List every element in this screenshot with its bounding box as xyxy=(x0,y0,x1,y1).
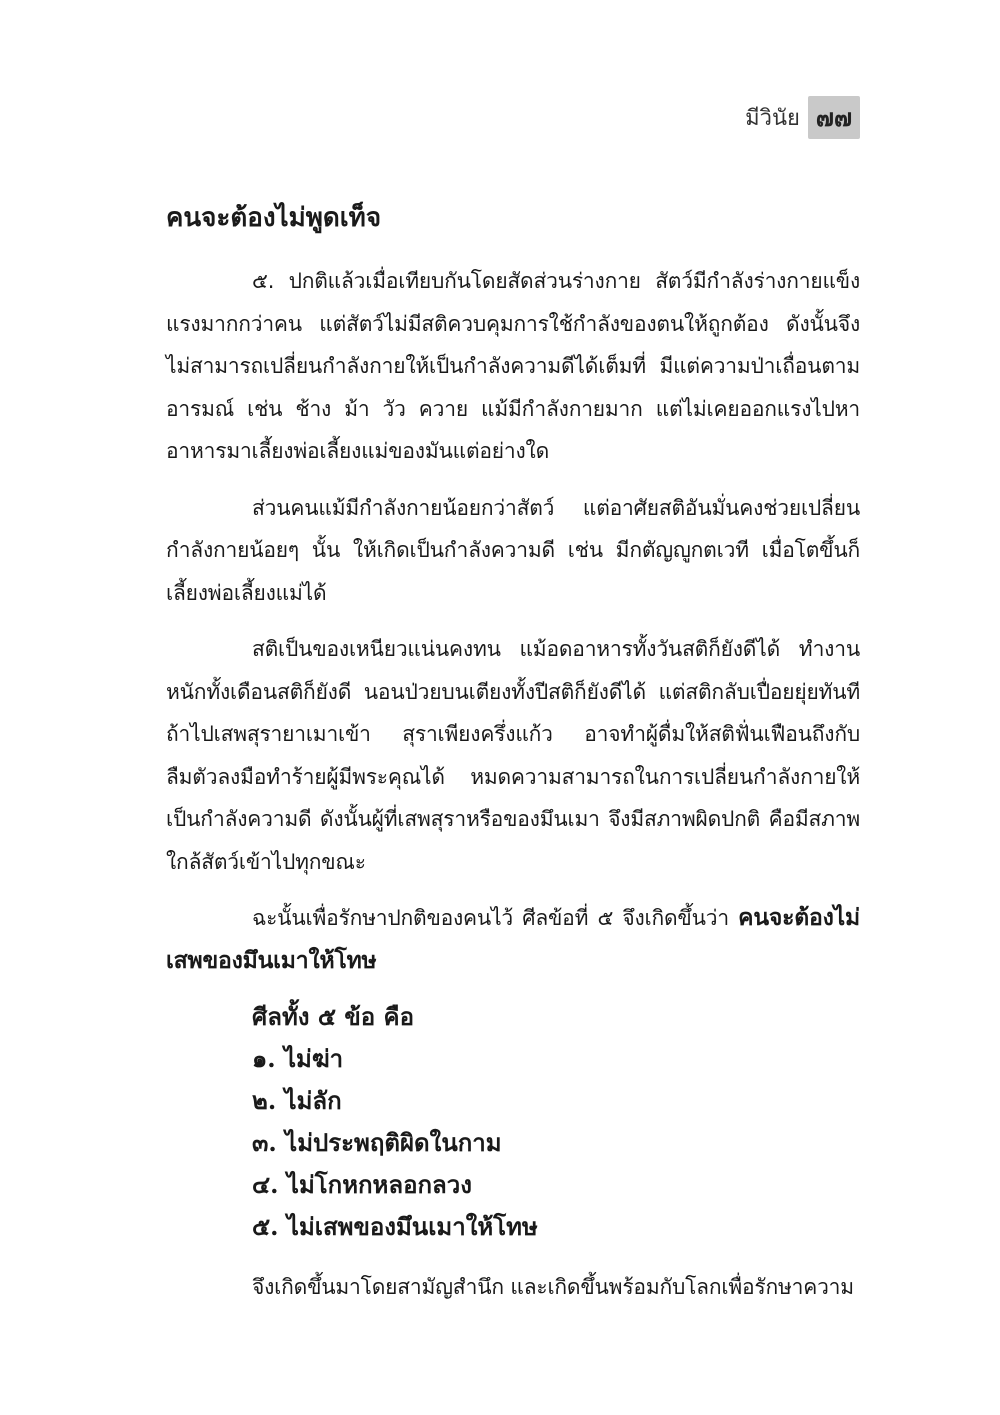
paragraph-3: สติเป็นของเหนียวแน่นคงทน แม้อดอาหารทั้งวันสติก็ยังดีได้ ทำงานหนักทั้งเดือนสติก็ยังดี นอนป่วยบนเตียงทั้งปีสติก็ยังดีได้ แต่สติกลับเปื่อยยุ่ยทันทีถ้าไปเสพสุรายาเมาเข้า สุราเพียงครึ่งแก้ว อาจทำผู้ดื่มให้สติฟั่นเฟือนถึงกับลืมตัวลงมือทำร้ายผู้มีพระคุณได้ หมดความสามารถในการเปลี่ยนกำลังกายให้เป็นกำลังความดี ดังนั้นผู้ที่เสพสุราหรือของมึนเมา จึงมีสภาพผิดปกติ คือมีสภาพใกล้สัตว์เข้าไปทุกขณะ xyxy=(166,637,860,874)
paragraph-conclusion xyxy=(166,897,860,982)
paragraph-2: ส่วนคนแม้มีกำลังกายน้อยกว่าสัตว์ แต่อาศัยสติอันมั่นคงช่วยเปลี่ยนกำลังกายน้อยๆ นั้น ให้เกิดเป็นกำลังความดี เช่น มีกตัญญูกตเวที เมื่อโตขึ้นก็เลี้ยงพ่อเลี้ยงแม่ได้ xyxy=(166,495,860,605)
page-number: ๗๗ xyxy=(808,96,860,139)
precepts-list xyxy=(252,996,860,1248)
precepts-title: ศีลทั้ง ๕ ข้อ คือ xyxy=(252,1002,414,1031)
precept-item: ๔. ไม่โกหกหลอกลวง xyxy=(252,1170,472,1199)
running-header-title: มีวินัย xyxy=(745,106,800,131)
paragraph-1: ๕. ปกติแล้วเมื่อเทียบกันโดยสัดส่วนร่างกาย สัตว์มีกำลังร่างกายแข็งแรงมากกว่าคน แต่สัตว์ไม่มีสติควบคุมการใช้กำลังของตนให้ถูกต้อง ดังนั้นจึงไม่สามารถเปลี่ยนกำลังกายให้เป็นกำลังความดีได้เต็มที่ มีแต่ความป่าเถื่อนตามอารมณ์ เช่น ช้าง ม้า วัว ควาย แม้มีกำลังกายมาก แต่ไม่เคยออกแรงไปหาอาหารมาเลี้ยงพ่อเลี้ยงแม่ของมันแต่อย่างใด xyxy=(166,269,860,463)
section-heading: คนจะต้องไม่พูดเท็จ xyxy=(166,203,382,233)
precept-item: ๒. ไม่ลัก xyxy=(252,1086,342,1115)
conclusion-bold: คนจะต้องไม่เสพของมึนเมาให้โทษ xyxy=(166,904,860,974)
page-header xyxy=(745,96,860,139)
conclusion-text: ฉะนั้นเพื่อรักษาปกติของคนไว้ ศีลข้อที่ ๕ จึงเกิดขึ้นว่า xyxy=(252,906,739,930)
final-paragraph: จึงเกิดขึ้นมาโดยสามัญสำนึก และเกิดขึ้นพร้อมกับโลกเพื่อรักษาความ xyxy=(252,1275,854,1299)
precept-item: ๕. ไม่เสพของมึนเมาให้โทษ xyxy=(252,1212,538,1241)
precept-item: ๓. ไม่ประพฤติผิดในกาม xyxy=(252,1128,502,1157)
precept-item: ๑. ไม่ฆ่า xyxy=(252,1044,344,1073)
page-content xyxy=(166,196,860,1323)
